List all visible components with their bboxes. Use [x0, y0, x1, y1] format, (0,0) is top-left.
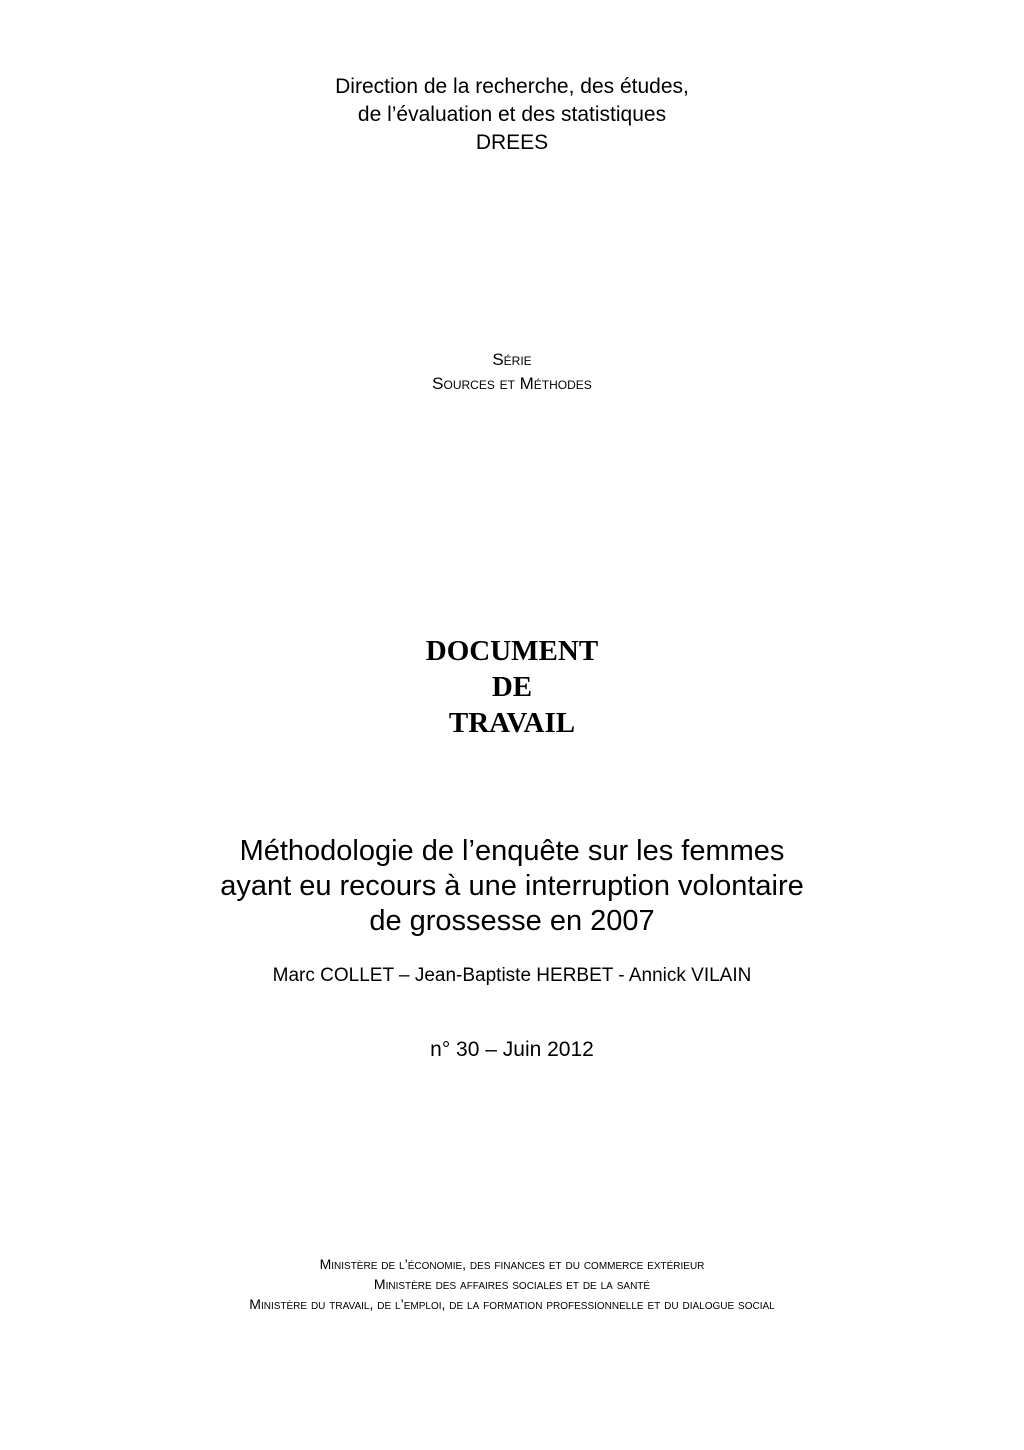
series-name: Sources et Méthodes	[432, 374, 592, 393]
institution-line: Direction de la recherche, des études,	[335, 75, 689, 98]
institution-line: de l’évaluation et des statistiques	[357, 103, 667, 126]
institution-acronym: DREES	[475, 131, 549, 154]
authors: Marc COLLET – Jean-Baptiste HERBET - Annick VILAIN	[272, 965, 752, 986]
series-heading: Série	[492, 350, 532, 369]
ministry-line: Ministère des affaires sociales et de la santé	[373, 1276, 651, 1292]
title-line: Méthodologie de l’enquête sur les femmes	[239, 835, 785, 867]
issue-number-date: n° 30 – Juin 2012	[430, 1038, 594, 1061]
document-type	[0, 633, 1024, 741]
title-line: de grossesse en 2007	[369, 905, 655, 937]
series-label	[0, 348, 1024, 396]
document-type-line: DE	[491, 671, 533, 703]
ministry-line: Ministère de l’économie, des finances et du commerce extérieur	[319, 1256, 705, 1272]
ministry-line: Ministère du travail, de l’emploi, de la formation professionnelle et du dialogue social	[249, 1296, 775, 1312]
title-line: ayant eu recours à une interruption volontaire	[220, 870, 804, 902]
institution-header	[0, 73, 1024, 157]
ministries-footer	[0, 1254, 1024, 1314]
document-type-line: TRAVAIL	[448, 707, 576, 739]
document-type-line: DOCUMENT	[425, 635, 599, 667]
document-title	[0, 834, 1024, 939]
